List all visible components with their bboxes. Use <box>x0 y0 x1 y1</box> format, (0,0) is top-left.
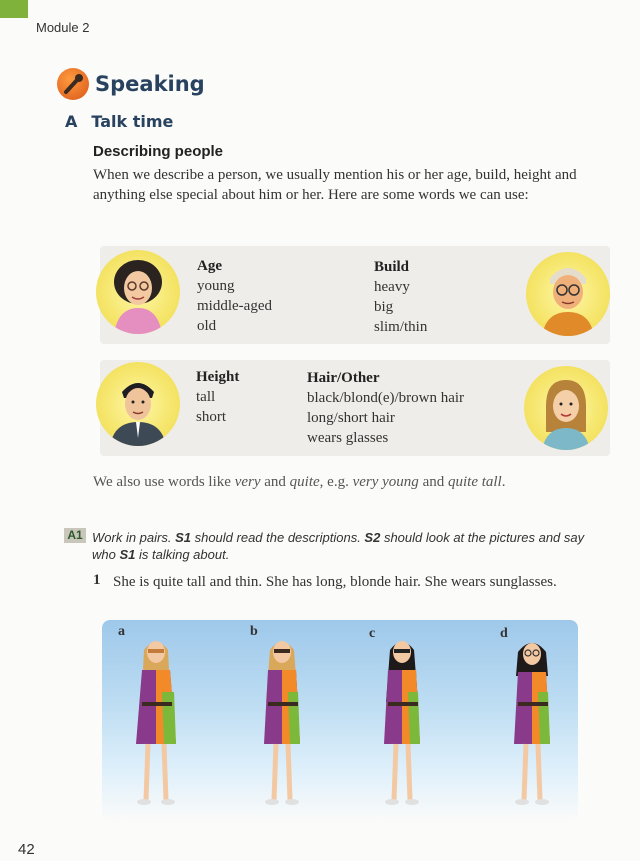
module-color-tab <box>0 0 28 18</box>
age-word: young <box>197 278 235 294</box>
describing-heading: Describing people <box>93 143 224 160</box>
task-instruction: Work in pairs. S1 should read the descriptions. S2 should look at the pictures and say who S1 is talking about. <box>92 530 585 562</box>
intro-paragraph: When we describe a person, we usually mention his or her age, build, height and anything else special about him or her. Here are some words we can use: <box>93 167 577 203</box>
hair-other-word: wears glasses <box>307 430 389 446</box>
subsection-heading <box>65 112 173 131</box>
build-word: slim/thin <box>374 319 428 335</box>
module-label: Module 2 <box>36 20 90 35</box>
build-group <box>374 257 427 337</box>
example-very-young: very young <box>352 474 419 490</box>
age-group <box>197 256 272 336</box>
subsection-title: Talk time <box>91 112 174 131</box>
modifier-quite: quite <box>289 474 320 490</box>
hair-other-group <box>307 368 464 448</box>
modifiers-note: We also use words like very and quite, e.g. very young and quite tall. <box>93 474 506 490</box>
build-word: big <box>374 299 394 315</box>
page-number: 42 <box>18 841 35 858</box>
item-number: 1 <box>93 572 101 588</box>
example-quite-tall: quite tall <box>447 474 502 490</box>
modifier-very: very <box>234 474 261 490</box>
picture-label-d: d <box>500 626 508 641</box>
section-title: Speaking <box>95 72 205 96</box>
task-badge: A1 <box>64 528 86 543</box>
age-word: middle-aged <box>197 298 272 314</box>
picture-label-b: b <box>250 624 258 639</box>
picture-label-a: a <box>118 624 125 639</box>
man-with-glasses-illustration <box>526 252 610 336</box>
build-heading: Build <box>374 259 410 275</box>
age-word: old <box>197 318 217 334</box>
picture-label-c: c <box>369 626 376 641</box>
height-word: short <box>196 409 226 425</box>
subsection-letter: A <box>65 112 78 131</box>
height-word: tall <box>196 389 216 405</box>
woman-curly-hair-illustration <box>96 250 180 334</box>
hair-other-heading: Hair/Other <box>307 370 380 386</box>
age-heading: Age <box>197 258 222 274</box>
woman-illustration-b <box>250 632 314 812</box>
girl-long-hair-illustration <box>524 366 608 450</box>
height-heading: Height <box>196 369 240 385</box>
hair-other-word: black/blond(e)/brown hair <box>307 390 465 406</box>
hair-other-word: long/short hair <box>307 410 395 426</box>
item-description: She is quite tall and thin. She has long, blonde hair. She wears sunglasses. <box>113 574 557 590</box>
microphone-icon <box>57 68 89 100</box>
woman-illustration-d <box>500 632 564 812</box>
build-word: heavy <box>374 279 410 295</box>
man-in-suit-illustration <box>96 362 180 446</box>
height-group <box>196 367 239 427</box>
woman-illustration-a <box>124 632 188 812</box>
woman-illustration-c <box>370 632 434 812</box>
